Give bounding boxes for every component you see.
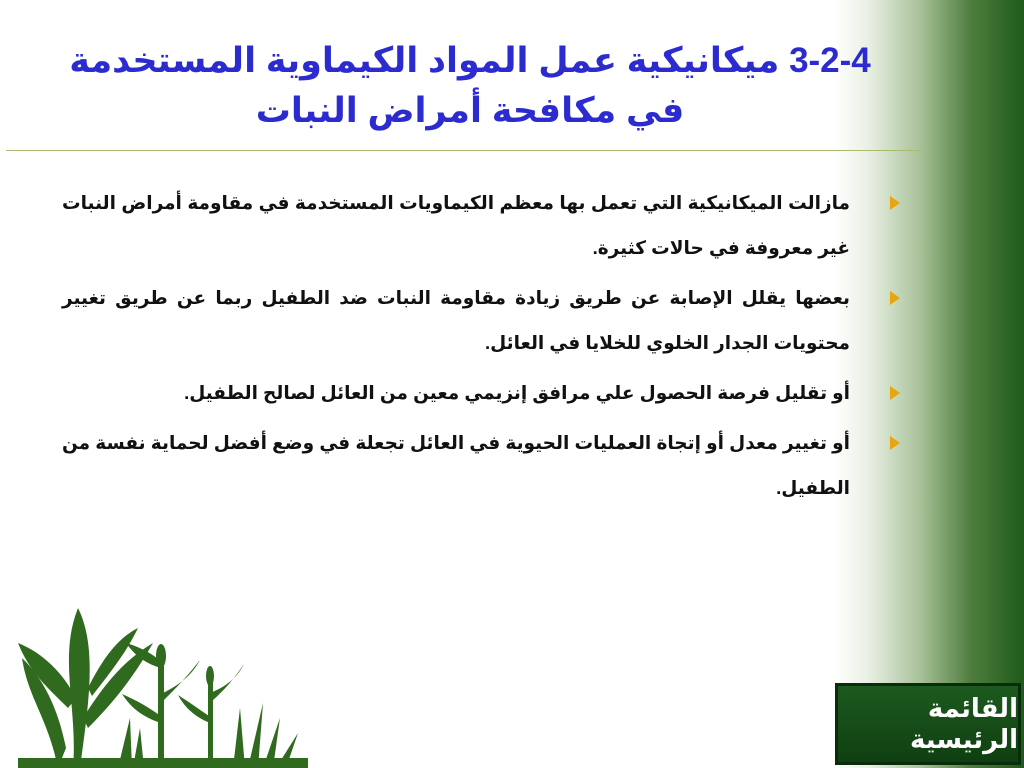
triangle-bullet-icon: [890, 386, 900, 400]
bullet-item-1: [62, 180, 902, 270]
bullet-list: [62, 180, 902, 515]
bullet-text: مازالت الميكانيكية التي تعمل بها معظم الكيماويات المستخدمة في مقاومة أمراض النبات غير معروفة في حالات كثيرة.: [62, 192, 850, 258]
bullet-text: بعضها يقلل الإصابة عن طريق زيادة مقاومة النبات ضد الطفيل ربما عن طريق تغيير محتويات الجدار الخلوي للخلايا في العائل.: [62, 287, 850, 353]
bullet-item-3: [62, 370, 902, 415]
plants-silhouette-icon: [18, 598, 308, 768]
bullet-item-2: [62, 275, 902, 365]
triangle-bullet-icon: [890, 291, 900, 305]
bullet-text: أو تقليل فرصة الحصول علي مرافق إنزيمي معين من العائل لصالح الطفيل.: [184, 382, 850, 403]
main-menu-button[interactable]: [835, 683, 1021, 765]
triangle-bullet-icon: [890, 436, 900, 450]
bullet-text: أو تغيير معدل أو إتجاة العمليات الحيوية في العائل تجعلة في وضع أفضل لحماية نفسة من الطفيل.: [62, 432, 850, 498]
main-menu-button-label: القائمة الرئيسية: [909, 693, 1018, 754]
triangle-bullet-icon: [890, 196, 900, 210]
bullet-item-4: [62, 420, 902, 510]
slide-title: 3-2-4 ميكانيكية عمل المواد الكيماوية المستخدمة في مكافحة أمراض النبات: [69, 41, 871, 130]
title-divider: [6, 150, 924, 151]
